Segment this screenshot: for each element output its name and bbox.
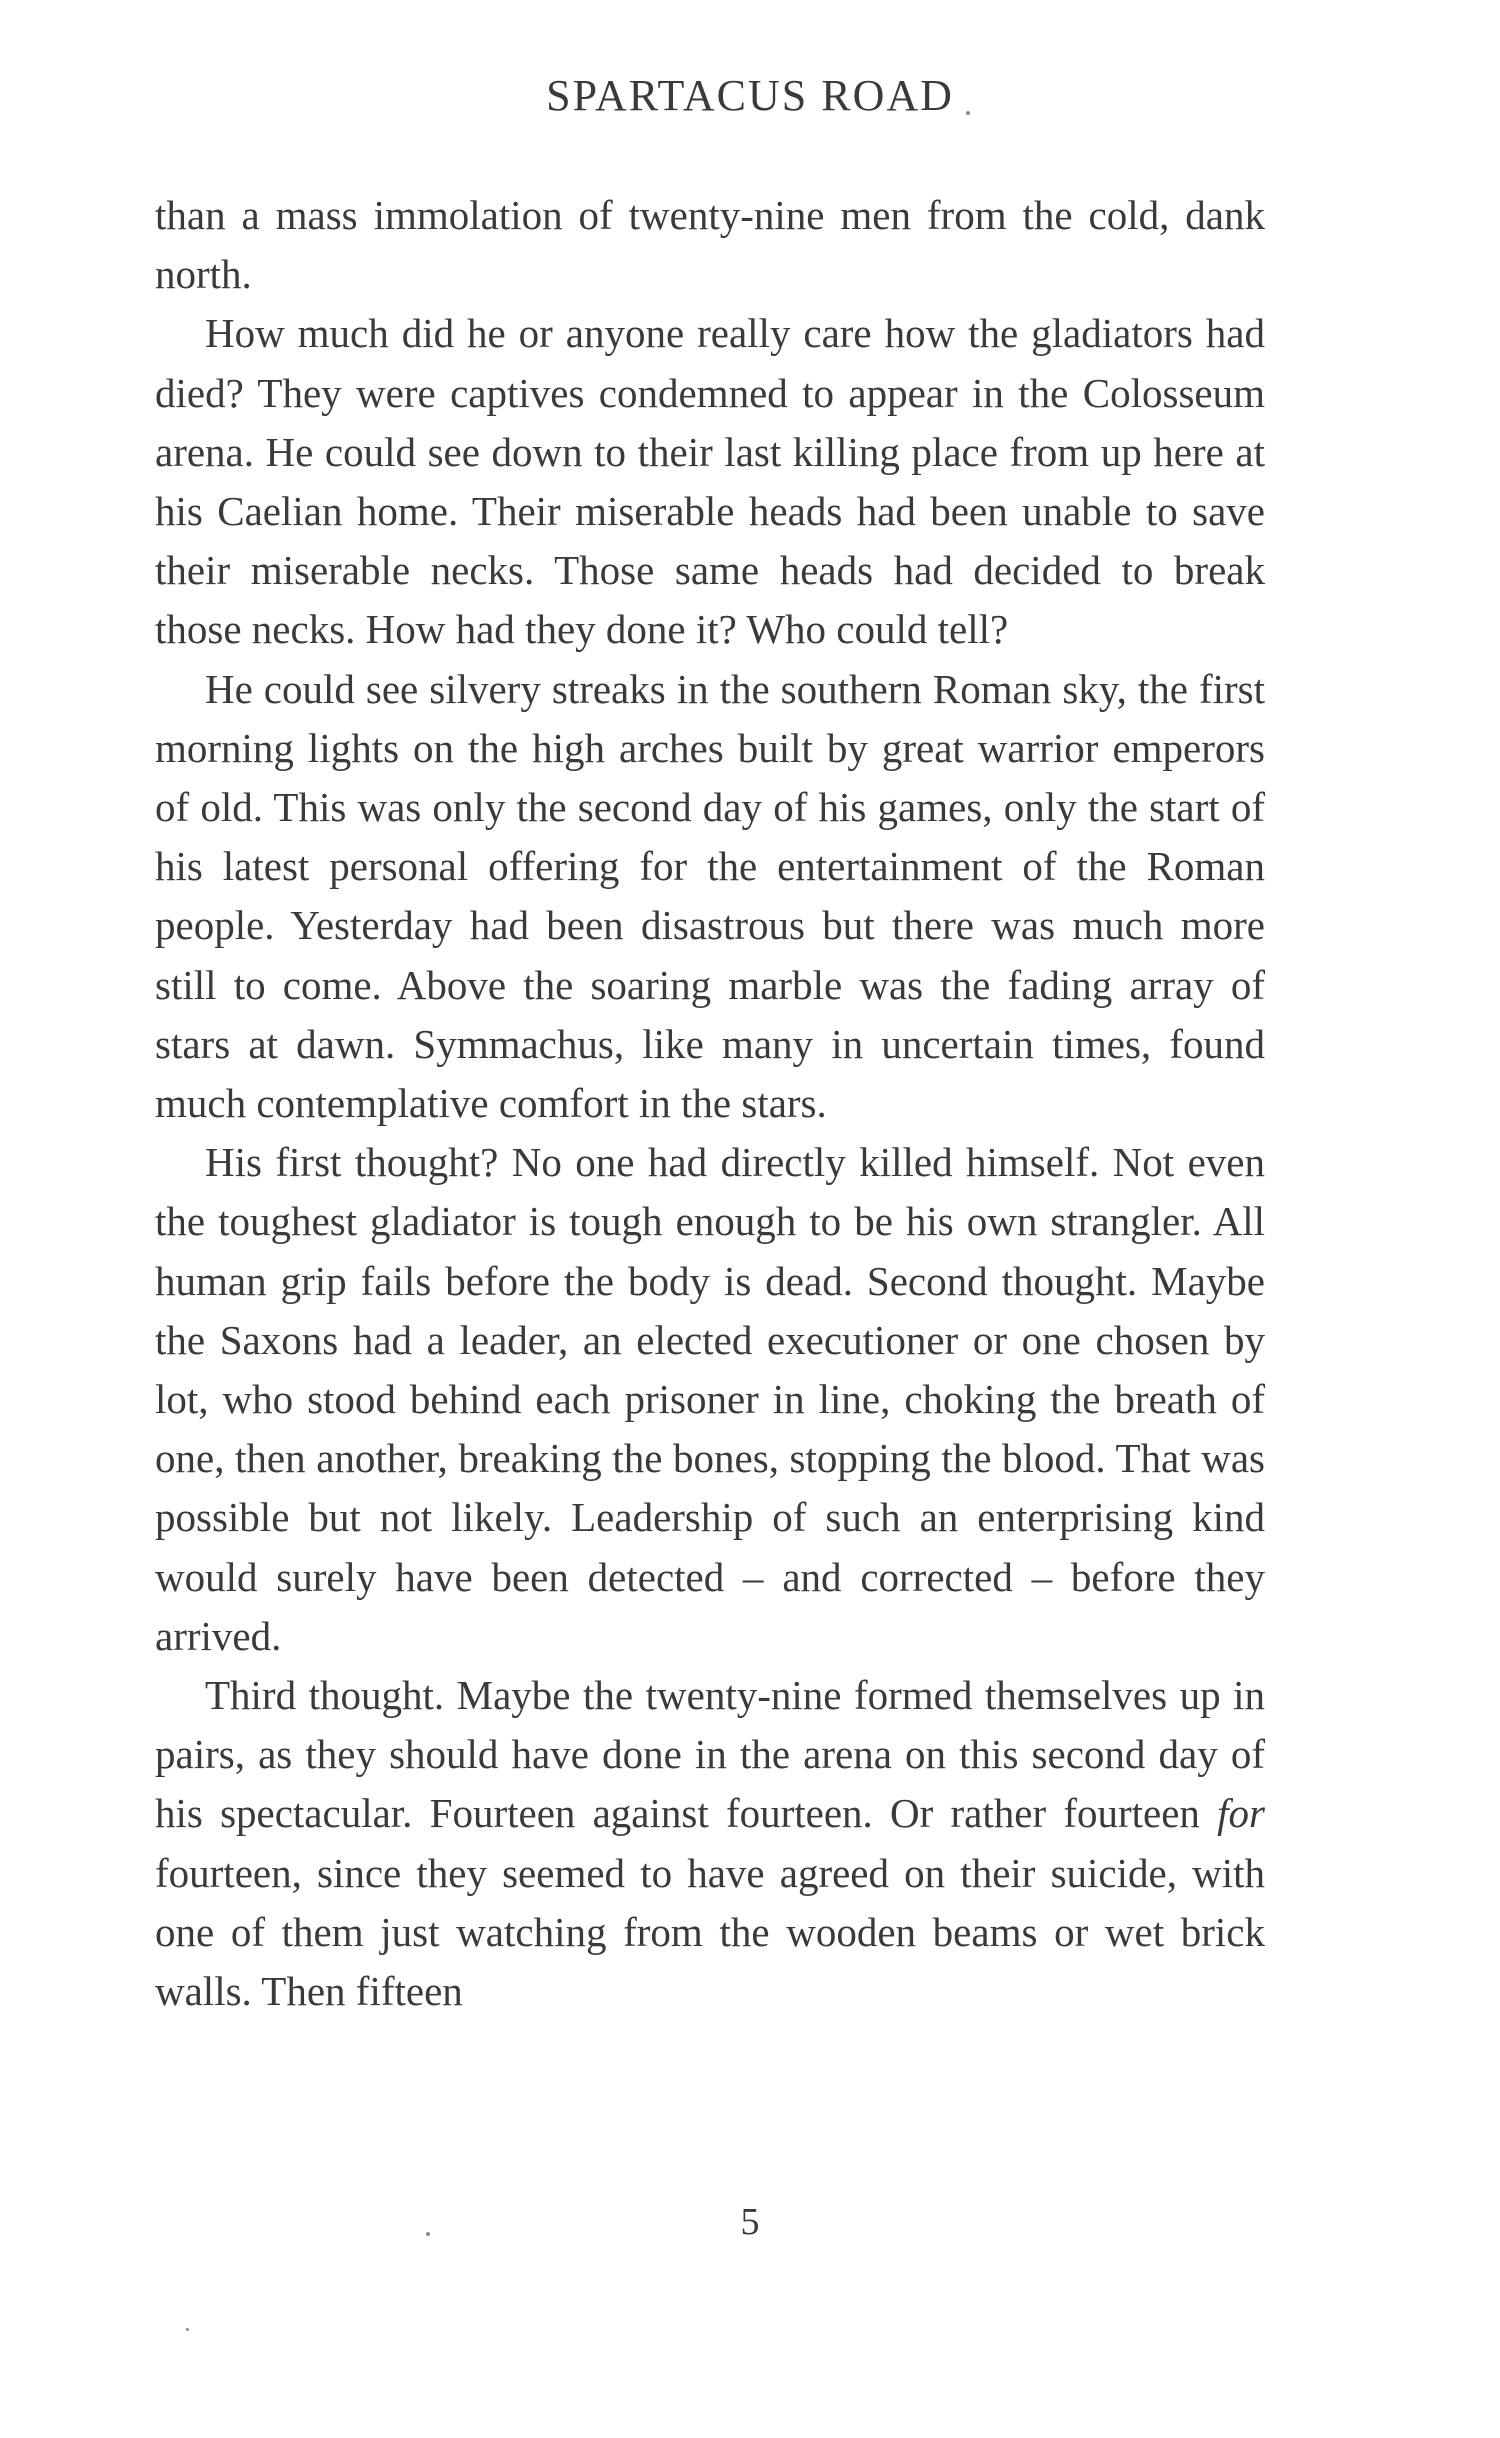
paragraph bbox=[155, 304, 1265, 659]
body-text bbox=[155, 186, 1265, 2021]
paragraph bbox=[155, 1666, 1265, 2021]
paper-speck bbox=[966, 111, 970, 115]
text-run: fourteen, since they seemed to have agreed on their suicide, with one of them just watching from the wooden beams or wet brick walls. Then fifteen bbox=[155, 1849, 1265, 2015]
paragraph bbox=[155, 1133, 1265, 1666]
page-number: 5 bbox=[740, 2201, 760, 2243]
paragraph bbox=[155, 660, 1265, 1134]
italic-run: for bbox=[1217, 1790, 1265, 1837]
text-run: How much did he or anyone really care how the gladiators had died? They were captives condemned to appear in the Colosseum arena. He could see down to their last killing place from up here at his Caelian home. Their miserable heads had been unable to save their miserable necks. Those same heads had decided to break those necks. How had they done it? Who could tell? bbox=[155, 310, 1265, 653]
text-run: Third thought. Maybe the twenty-nine formed themselves up in pairs, as they should have done in the arena on this second day of his spectacular. Fourteen against fourteen. Or rather fourteen bbox=[155, 1672, 1265, 1837]
text-run: He could see silvery streaks in the southern Roman sky, the first morning lights on the high arches built by great warrior emperors of old. This was only the second day of his games, only the start of his latest personal offering for the entertainment of the Roman people. Yesterday had been disastrous but there was much more still to come. Above the soaring marble was the fading array of stars at dawn. Symmachus, like many in uncertain times, found much contemplative comfort in the stars. bbox=[155, 665, 1265, 1127]
paper-speck bbox=[186, 2328, 189, 2331]
running-head: SPARTACUS ROAD bbox=[546, 71, 954, 120]
paragraph bbox=[155, 186, 1265, 304]
text-run: than a mass immolation of twenty-nine men from the cold, dank north. bbox=[155, 192, 1265, 298]
paper-speck bbox=[426, 2232, 430, 2236]
text-run: His first thought? No one had directly killed himself. Not even the toughest gladiator is tough enough to be his own strangler. All human grip fails before the body is dead. Second thought. Maybe the Saxons had a leader, an elected executioner or one chosen by lot, who stood behind each prisoner in line, choking the breath of one, then another, breaking the bones, stopping the blood. That was possible but not likely. Leadership of such an enterprising kind would surely have been detected – and corrected – before they arrived. bbox=[155, 1139, 1265, 1659]
